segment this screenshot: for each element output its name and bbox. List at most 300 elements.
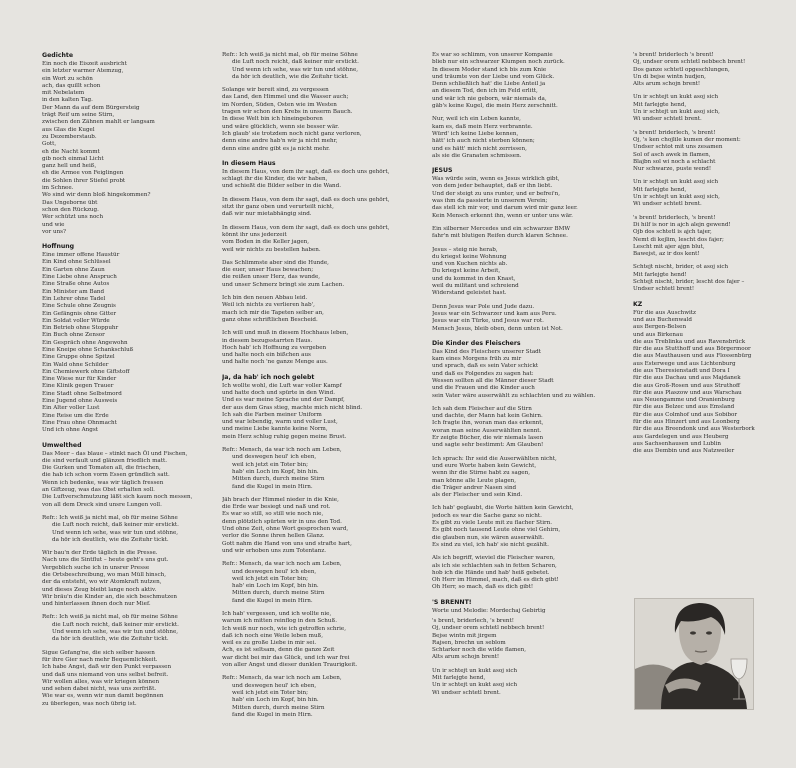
lyric-line: Eine Gruppe ohne Spitzel: [42, 354, 115, 361]
lyric-line: Nur, weil ich ein Leben kannte,: [432, 116, 521, 123]
lyric-line: und aus Birkenau: [633, 331, 683, 338]
song-section: [222, 160, 408, 367]
song-credits: Worte und Melodie: Mordechaj Gebirtig: [432, 607, 546, 614]
lyric-line: Eine Stadt ohne Selbstmord: [42, 390, 122, 397]
lyric-line: Wi undser schtetl brent.: [432, 689, 501, 696]
lyric-line: Ich wollte wohl, die Luft war voller Kampf: [222, 382, 342, 389]
lyric-line: mach ich mir die Tapeten selber an,: [222, 309, 324, 316]
lyric-line: Ein Betrieb ohne Stoppuhr: [42, 325, 119, 332]
song-section: [42, 52, 212, 236]
lyric-line: Wenn ich bedenke, was wir täglich fressen: [42, 479, 164, 486]
song-section: [432, 599, 618, 697]
lyric-line: Ich hab' geglaubt, die Worte hätten kein Gewicht,: [432, 505, 574, 512]
lyric-line: Ein noch die Eiszeit ausbricht: [42, 61, 127, 67]
song-section: [222, 374, 408, 719]
lyric-line: Ein Wald ohne Schilder: [42, 361, 109, 368]
lyric-line: mit Nebelatem: [42, 90, 85, 97]
song-title: KZ: [633, 300, 643, 308]
lyric-line: Was würde sein, wenn es Jesus wirklich gibt,: [432, 176, 560, 183]
lyric-line: denn eine andre hab'n wir ja nicht mehr,: [222, 138, 338, 145]
stanza: [222, 87, 408, 153]
lyric-line: Un ir schtejt un kukt asoj sich,: [633, 194, 720, 201]
lyric-line: die Sohlen ihrer Stiefel probt: [42, 177, 126, 184]
lyric-line: hob ich die Hände und hab' heiß gebetet.: [432, 569, 550, 576]
lyric-line: hab' ein Loch im Kopf, bin hin.: [232, 697, 319, 704]
stanza: [432, 555, 618, 591]
lyric-line: Wessen sollten all die Männer dieser Stadt: [432, 377, 554, 384]
lyric-line: da hör ich deutlich, wie die Zeituhr tickt.: [52, 636, 169, 643]
lyric-line: von dem jeder behauptet, daß er ihn liebt.: [432, 183, 553, 190]
lyric-line: Refr.: Mensch, da war ich noch am Leben,: [222, 675, 342, 682]
lyric-line: Wer schützt uns noch: [42, 214, 104, 221]
lyric-line: Wo sind wir denn bloß hingekommen?: [42, 192, 151, 199]
lyric-line: Refr.: Ich weiß ja nicht mal, ob für meine Söhne: [222, 52, 358, 58]
lyric-line: die Träger andrer Nasen sind: [432, 484, 517, 491]
lyric-line: Die Luftverschmutzung läßt sich kaum noch messen,: [42, 494, 193, 501]
stanza: [42, 515, 212, 544]
lyric-line: Refr.: Ich weiß ja nicht mal, ob für meine Söhne: [42, 614, 178, 621]
lyric-line: Eine Klinik gegen Trauer: [42, 383, 114, 390]
lyric-line: schon den Rückzug.: [42, 206, 99, 213]
lyric-line: für die aus Plaszow und aus Warschau: [633, 389, 742, 396]
lyric-line: Ich weiß nur noch, wie ich getroffen schrie,: [222, 625, 347, 632]
lyric-line: Ich glaub' sie trotzdem noch nicht ganz verloren,: [222, 130, 362, 137]
lyric-line: und wär ich nie geborn, wär niemals da,: [432, 95, 547, 102]
lyric-line: fand die Kugel in mein Hirn.: [232, 711, 313, 718]
lyric-line: Als ich begriff, wieviel die Fleischer waren,: [432, 555, 555, 562]
lyric-line: Sigue Gefang'ne, die sich selber hassen: [42, 649, 155, 656]
lyric-line: verlor die Sonne ihren hellen Glanz.: [222, 533, 325, 540]
lyric-line: Jäh brach der Himmel nieder in die Knie,: [222, 496, 339, 503]
lyric-line: Ein Lehrer ohne Tadel: [42, 295, 106, 302]
lyric-line: das stell ich mir vor, und darum wird mir ganz leer.: [432, 205, 578, 212]
lyric-line: Bawejst, az ir dos kent!: [633, 251, 700, 258]
lyric-line: ach, das quillt schon: [42, 82, 101, 89]
lyric-line: Es sind zu viel, ich hab' sie nicht gezählt.: [432, 541, 549, 548]
stanza: [42, 451, 212, 509]
lyric-line: für die aus Dachau und aus Majdanek: [633, 375, 741, 382]
lyric-line: wenn ihr die Stirne habt zu sagen,: [432, 470, 530, 477]
lyric-line: 's brent! briderlech, 's brent!: [633, 214, 716, 221]
song-title: Gedichte: [42, 52, 74, 59]
lyric-line: Wir bau'n der Erde täglich in die Presse.: [42, 550, 158, 557]
lyric-line: für ihre Gier nach mehr Bequemlichkeit.: [42, 656, 158, 663]
lyric-line: Hoch hab' ich Hoffnung zu vergeben: [222, 344, 327, 351]
lyric-line: und aus Buchenwald: [633, 316, 693, 323]
lyric-line: aus Neuengamme und Oranienburg: [633, 397, 735, 404]
lyric-line: Ich will und muß in diesem Hochhaus leben,: [222, 330, 349, 337]
lyric-line: gäb's keine Kugel, die mein Herz zerschnitt.: [432, 103, 558, 110]
lyric-line: für die aus Stutthoff und aus Börgermoor: [633, 346, 751, 353]
column-1: [42, 52, 212, 715]
stanza: [633, 179, 768, 208]
lyric-line: die aus Dembin und aus Natzweiler: [633, 448, 735, 455]
lyric-line: die aus Groß-Rosen und aus Struthoff: [633, 382, 741, 389]
lyric-line: In diesem Haus, von dem ihr sagt, daß es doch uns gehört,: [222, 168, 390, 175]
lyric-line: und wäre glücklich, wenn sie besser wär.: [222, 123, 339, 130]
lyric-line: eh die Armee von Feiglingen: [42, 170, 124, 177]
lyric-line: Un ir schtejt un kukt asoj sich: [633, 179, 719, 186]
lyric-line: weil ich jetzt ein Toter bin;: [232, 461, 309, 468]
song-section: [633, 52, 768, 294]
lyric-line: aus Bergen-Belsen: [633, 324, 687, 331]
lyric-line: schlagt ihr die Kinder, die wir haben,: [222, 176, 328, 183]
lyric-line: für die aus Hinzert und aus Leonberg: [633, 419, 740, 426]
lyric-line: 's brent! briderlech 's brent!: [633, 52, 714, 58]
lyric-line: vom Boden in die Keller jagen,: [222, 239, 310, 246]
lyric-line: Das Schlimmste aber sind die Hunde,: [222, 259, 329, 266]
lyric-line: und unser Schmerz bringt sie zum Lachen.: [222, 281, 345, 288]
lyric-line: an diesem Tod, den ich im Feld erlitt,: [432, 88, 538, 95]
lyric-line: Eine immer offene Haustür: [42, 252, 120, 259]
lyric-line: kam eines Morgens früh zu mir: [432, 356, 522, 363]
lyric-line: Ojb dos schtetl is ajch tajer,: [633, 229, 712, 236]
song-title: Umwelthed: [42, 441, 82, 449]
lyric-line: da hör ich deutlich, wie die Zeituhr tickt.: [52, 536, 169, 543]
lyric-line: könnt ihr uns jederzeit: [222, 231, 287, 238]
lyric-line: Für die aus Auschwitz: [633, 309, 697, 316]
lyric-line: weil wir nichts zu bestellen haben.: [222, 246, 321, 253]
lyric-line: Ein Buch ohne Zensor: [42, 332, 105, 339]
stanza: [633, 215, 768, 259]
lyric-line: und deswegen heul' ich eben,: [232, 568, 317, 575]
lyric-line: und dieses Zeug bleibt lange noch aktiv.: [42, 586, 157, 593]
stanza: [633, 264, 768, 293]
lyric-line: für die aus Belzec und aus Emsland: [633, 404, 735, 411]
lyric-line: Eine Wiese nur für Kinder: [42, 376, 117, 383]
lyric-line: Und es war meine Sprache und der Dampf,: [222, 397, 345, 404]
lyric-line: Un ir schtejt un kukt asoj sich: [432, 667, 518, 674]
lyric-line: die euer, unser Haus bewachen;: [222, 267, 314, 274]
lyric-line: Ich bin den neuen Abbau leid.: [222, 295, 308, 302]
lyric-line: Bejse wintn mit jirgem: [432, 632, 497, 639]
stanza: [222, 561, 408, 605]
stanza: [222, 497, 408, 555]
lyric-line: Rajsen, brechn un seblom: [432, 639, 506, 646]
lyric-line: Mit farlejgte hend!: [633, 271, 687, 278]
song-section: [42, 243, 212, 434]
song-section: [432, 167, 618, 333]
lyric-line: und schießt die Bilder selber in die Wand.: [222, 183, 342, 190]
song-title: Hoffnung: [42, 243, 75, 251]
stanza: [222, 330, 408, 366]
lyric-line: die Luft noch reicht, daß keiner mir erstickt.: [52, 522, 179, 529]
stanza: [432, 456, 618, 500]
lyric-line: Oh Herr im Himmel, mach, daß es dich gibt!: [432, 577, 559, 584]
lyric-line: Oj, undser orem schtetl nebbech brent!: [633, 59, 746, 66]
stanza: [42, 614, 212, 643]
lyric-line: eh die Nacht kommt: [42, 148, 100, 155]
stanza: [222, 447, 408, 491]
song-section: [432, 340, 618, 592]
lyric-line: Blajbn sol wi noch a schlacht: [633, 158, 716, 165]
lyric-line: im Norden, Süden, Osten wie im Westen: [222, 101, 337, 108]
lyric-line: ganz ohne schriftlichen Bescheid.: [222, 316, 318, 323]
lyric-line: warum ich mitten reinflog in den Schuß.: [222, 618, 338, 625]
lyric-line: Weil ich nichts zu verlieren hab',: [222, 302, 315, 309]
lyric-line: der aus dem Gras stieg, machte mich nicht blind.: [222, 404, 362, 411]
lyric-line: das Land, den Himmel und die Wasser auch;: [222, 94, 349, 101]
song-section: [432, 52, 618, 160]
lyric-line: jedoch es war die Sache ganz so nicht.: [432, 512, 542, 519]
lyric-line: im Schnee.: [42, 185, 74, 192]
lyric-line: Wie war es, wenn wir nun damit begönnen: [42, 693, 164, 700]
stanza: [222, 295, 408, 324]
lyric-line: sein Vater wäre auserwählt zu schlachten und zu wählen.: [432, 392, 596, 399]
lyric-line: Un di bejse wintn hudjen,: [633, 73, 706, 80]
stanza: [222, 169, 408, 191]
lyric-line: Es war so schlimm, von unserer Kompanie: [432, 52, 553, 58]
lyric-line: von all dem Dreck sind unsre Lungen voll.: [42, 501, 162, 508]
lyric-line: Widerstand geleistet hast.: [432, 290, 507, 297]
stanza: [633, 310, 768, 456]
lyric-line: Ach, es ist seltsam, denn die ganze Zeit: [222, 647, 335, 654]
lyric-line: woran man seine Auserwählten nennt.: [432, 427, 542, 434]
lyric-line: hätt' ich auch nicht sterben können;: [432, 138, 535, 145]
lyric-line: war dicht bei mir das Glück, und ich war frei: [222, 654, 350, 661]
stanza: [432, 304, 618, 333]
lyric-line: zu Dezemberstaub.: [42, 133, 97, 140]
lyric-line: In diesem Moder stand ich bis zum Knie: [432, 66, 547, 73]
lyric-line: Kein Mensch erkennt ihn, wenn er unter uns wär.: [432, 212, 573, 219]
lyric-line: Mitten durch, durch meine Stirn: [232, 476, 325, 483]
lyric-line: Alts arum schojn brent!: [432, 654, 500, 661]
lyric-line: die reißen unser Herz, das wunde,: [222, 274, 321, 281]
lyric-line: in den kalten Tag.: [42, 97, 93, 104]
lyric-line: aus Esterwege und aus Lichtenburg: [633, 360, 736, 367]
song-section: [42, 442, 212, 709]
lyric-line: Nemt di kejlim, lescht dos fajer;: [633, 236, 724, 243]
lyric-line: die aus Mauthausen und aus Flossenbürg: [633, 353, 752, 360]
lyric-line: Mit farlejgte hend,: [633, 101, 687, 108]
lyric-line: Dos ganze schtetl opgeschlungen,: [633, 66, 730, 73]
lyric-line: Und wenn ich sehe, was wir tun und stöhne,: [52, 629, 179, 636]
lyric-line: Gott nahm die Hand von uns und strafte hart,: [222, 540, 352, 547]
lyric-line: Ich sprach: Ihr seid die Auserwählten nicht,: [432, 455, 557, 462]
lyric-line: und dachte, der Mann hat kein Gehirn.: [432, 413, 543, 420]
lyric-line: Eine Schule ohne Zeugnis: [42, 303, 116, 310]
lyric-line: Eine Frau ohne Ohnmacht: [42, 419, 117, 426]
lyric-line: zwischen den Zähnen mahlt er langsam: [42, 119, 155, 126]
lyric-line: fand die Kugel in mein Hirn.: [232, 597, 313, 604]
lyric-line: Jesus – steig nie herab,: [432, 246, 498, 253]
lyric-line: und deswegen heul' ich eben,: [232, 682, 317, 689]
stanza: [222, 675, 408, 719]
lyric-line: vor uns?: [42, 228, 67, 235]
lyric-line: an Giftzeug, was das Obst erhalten soll.: [42, 487, 155, 494]
song-title: Ja, da hab' ich noch gelebt: [222, 373, 315, 381]
lyric-line: Mensch Jesus, bleib oben, denn unten ist Not.: [432, 325, 563, 332]
lyric-line: und daß es Folgendes zu sagen hat:: [432, 370, 534, 377]
lyric-line: blieb nur ein schwarzer Klumpen noch zurück.: [432, 59, 565, 66]
lyric-line: Lescht mit ajer ajgn blut,: [633, 243, 705, 250]
lyric-line: aus Glas die Kugel: [42, 126, 95, 133]
lyric-line: Undser schtetl brent!: [633, 286, 695, 293]
lyric-line: Der Mann da auf dem Bürgersteig: [42, 104, 140, 111]
lyric-line: was ihm da passierte in unserem Verein;: [432, 198, 548, 205]
lyric-line: weil du militant und schreiend: [432, 283, 519, 290]
stanza: [633, 130, 768, 174]
lyric-line: Un ir schtejt un kukt asoj sich: [633, 94, 719, 101]
lyric-line: daß ich noch eine Weile leben muß,: [222, 632, 324, 639]
lyric-line: und war lebendig, warm und voller Lust,: [222, 419, 338, 426]
lyric-line: hab' ein Loch im Kopf, bin hin.: [232, 468, 319, 475]
lyric-line: Eine Reise um die Erde: [42, 412, 109, 419]
lyric-line: Refr.: Ich weiß ja nicht mal, ob für meine Söhne: [42, 514, 178, 521]
lyric-line: Das Meer – das blaue – stinkt nach Öl und Fischen,: [42, 450, 188, 457]
lyric-line: In diesem Haus, von dem ihr sagt, daß es doch uns gehört,: [222, 224, 390, 231]
lyric-line: Mit farlejgte hend,: [432, 675, 486, 682]
lyric-line: Würd' ich keine Liebe kennen,: [432, 130, 519, 137]
stanza: [432, 668, 618, 697]
lyric-line: Er zeigte Bücher, die wir niemals lasen: [432, 435, 544, 442]
stanza: [432, 505, 618, 549]
song-title: In diesem Haus: [222, 159, 276, 167]
lyric-line: Und wenn ich sehe, was wir tun und stöhne,: [232, 66, 359, 73]
lyric-line: Di hilf is nor in ajch alejn gewend!: [633, 221, 731, 228]
lyric-line: mein Herz schlug ruhig gegen meine Brust.: [222, 433, 347, 440]
lyric-line: Oj, undser orem schtetl nebbech brent!: [432, 625, 545, 632]
lyric-line: Eine Jugend ohne Ausweis: [42, 398, 118, 405]
stanza: [42, 252, 212, 434]
lyric-line: Un ir schtejt un kukt asoj sich: [432, 682, 518, 689]
lyric-line: weil ich jetzt ein Toter bin;: [232, 575, 309, 582]
lyric-line: trägt Reif um seine Stirn,: [42, 112, 115, 119]
lyric-line: Das Kind des Fleischers unserer Stadt: [432, 348, 542, 355]
lyric-line: und wie: [42, 221, 65, 228]
lyric-line: Ein silberner Mercedes und ein schwarzer BMW: [432, 225, 571, 232]
column-4: [633, 52, 768, 463]
lyric-line: Es war so still, so still wie noch nie,: [222, 511, 324, 518]
lyric-line: Eine Liebe ohne Anspruch: [42, 274, 117, 281]
lyric-line: sitzt ihr ganz oben und verurteilt nicht,: [222, 204, 334, 211]
lyric-line: denn eine andre gibt es ja nicht mehr.: [222, 145, 330, 152]
lyric-line: Und der steigt zu uns runter, und er befrei'n,: [432, 190, 561, 197]
lyric-line: Oh Herr, so mach, daß es dich gibt!: [432, 584, 534, 591]
lyric-line: und hinterlassen ihnen doch nur Mief.: [42, 601, 151, 608]
stanza: [42, 550, 212, 608]
lyric-line: hab' ein Loch im Kopf, bin hin.: [232, 583, 319, 590]
lyric-line: Und ohne Zeit, ohne Wort gesprochen ward,: [222, 526, 349, 533]
lyric-line: Ich sah dem Fleischer auf die Stirn: [432, 405, 532, 412]
lyric-line: man könne alle Leute plagen,: [432, 477, 517, 484]
lyric-line: und daß uns niemand von uns selbst befreit.: [42, 671, 169, 678]
lyric-line: und sehen dabei nicht, was uns zerfrißt.: [42, 686, 157, 693]
stanza: [432, 618, 618, 662]
lyric-line: Du kriegst keine Arbeit,: [432, 268, 501, 275]
stanza: [222, 225, 408, 254]
lyric-line: In diese Welt bin ich hineingeboren: [222, 116, 323, 123]
lyric-line: ganz hell und heiß,: [42, 163, 97, 170]
lyric-line: Und wenn ich sehe, was wir tun und stöhne,: [52, 529, 179, 536]
stanza: [432, 176, 618, 220]
lyric-line: Ein Soldat voller Würde: [42, 317, 110, 324]
lyric-line: In diesem Haus, von dem ihr sagt, daß es doch uns gehört,: [222, 196, 390, 203]
stanza: [222, 611, 408, 669]
lyric-line: Wi undser schtetl brent.: [633, 201, 702, 208]
lyric-line: Refr.: Mensch, da war ich noch am Leben,: [222, 447, 342, 454]
lyric-line: und halte noch 'ne ganze Menge aus.: [222, 359, 328, 366]
stanza: [633, 52, 768, 88]
lyric-line: Wi undser schtetl brent.: [633, 116, 702, 123]
lyric-line: fahr'n mit blutigen Reifen durch klaren Schnee.: [432, 233, 568, 240]
lyric-line: für die aus Breendonk und aus Westerbork: [633, 426, 755, 433]
lyric-line: die Erde war besiegt und naß und rot.: [222, 504, 331, 511]
lyric-line: ein Wort zu schön: [42, 75, 93, 82]
song-title: JESUS: [432, 167, 453, 175]
song-section: [633, 301, 768, 456]
lyric-line: 's brent, briderlech, 's brent!: [432, 618, 515, 624]
lyric-line: in diesem bezugsstarrten Haus.: [222, 337, 313, 344]
stanza: [222, 52, 408, 81]
lyric-line: aus Gardelegen und aus Heuberg: [633, 433, 729, 440]
lyric-line: und träumte von der Liebe und vom Glück.: [432, 73, 555, 80]
lyric-line: du kriegst keine Wohnung: [432, 253, 507, 260]
lyric-line: Mitten durch, durch meine Stirn: [232, 590, 325, 597]
lyric-line: Ein Gespräch ohne Angewohn: [42, 339, 128, 346]
lyric-line: Ein Kind ohne Schlüssel: [42, 259, 111, 266]
lyric-line: fand die Kugel in mein Hirn.: [232, 483, 313, 490]
lyric-line: Es gibt zu viele Leute mit zu flacher Stirn.: [432, 520, 553, 527]
lyric-line: als der Fleischer und sein Kind.: [432, 492, 523, 499]
lyric-line: denn plötzlich spürten wir in uns den Tod.: [222, 518, 342, 525]
lyric-line: und die Frauen und die Kinder auch: [432, 385, 535, 392]
lyric-line: Alts arum schojn brent!: [633, 81, 701, 88]
lyric-line: Und ich ohne Angst: [42, 427, 98, 434]
column-2: [222, 52, 408, 726]
stanza: [432, 247, 618, 298]
lyric-line: 's brent! briderlech, 's brent!: [633, 129, 716, 136]
lyric-line: kam es, daß mein Herz verbrannte.: [432, 123, 533, 130]
song-title: Die Kinder des Fleischers: [432, 339, 521, 347]
lyric-line: Wir bräu'n die Kinder an, die sich beschmutzen: [42, 593, 178, 600]
lyric-line: und du kommst in den Knast,: [432, 275, 516, 282]
lyric-line: und eure Worte haben kein Gewicht,: [432, 462, 537, 469]
lyric-line: Es gibt noch tausend Leute ohne viel Gehirn,: [432, 527, 561, 534]
lyric-line: tragen wir schon den Krebs in unserm Bauch.: [222, 109, 353, 116]
stanza: [432, 349, 618, 400]
lyric-line: Die Gurken und Tomaten all, die frischen,: [42, 465, 161, 472]
lyric-line: Eine Straße ohne Autos: [42, 281, 110, 288]
stanza: [42, 650, 212, 708]
lyric-line: und sagte sehr bestimmt: Am Glauben!: [432, 442, 544, 449]
lyric-line: Eine Kneipe ohne Schankschluß: [42, 346, 134, 353]
lyric-line: Ich fragte ihn, woran man das erkennt,: [432, 420, 544, 427]
lyric-line: Nach uns die Sintflut – heute geht's uns gut.: [42, 557, 169, 564]
stanza: [432, 52, 618, 110]
stanza: [432, 226, 618, 241]
lyric-line: Oj, 's ken chojlile kumen der moment:: [633, 136, 741, 143]
stanza: [42, 61, 212, 236]
lyric-line: Schtarker noch die wilde flamen,: [432, 647, 527, 654]
lyric-line: der da entsteht, wo wir Atomkraft nutzen,: [42, 579, 162, 586]
singer-portrait-photo: [634, 598, 754, 710]
lyric-line: und deswegen heul' ich eben,: [232, 454, 317, 461]
lyric-line: Solange wir bereit sind, zu vergessen: [222, 87, 329, 94]
lyric-line: von aller Angst und dieser dunklen Traurigkeit.: [222, 662, 358, 669]
lyric-line: und meine Liebe kannte keine Norm,: [222, 426, 328, 433]
lyric-line: die Luft noch reicht, daß keiner mir erstickt.: [232, 59, 359, 66]
lyric-line: die glauben nun, sie wären auserwählt.: [432, 534, 544, 541]
lyric-line: die Luft noch reicht, daß keiner mir erstickt.: [52, 621, 179, 628]
lyric-line: weil ich jetzt ein Toter bin;: [232, 689, 309, 696]
lyric-line: Denn Jesus war Pole und Jude dazu.: [432, 303, 535, 310]
lyric-line: zu überlegen, was noch übrig ist.: [42, 700, 137, 707]
lyric-line: Sol of asch awek in flamen,: [633, 151, 711, 158]
lyric-line: für die aus Colmhof und aus Sobibor: [633, 411, 738, 418]
lyric-line: als ich sie schlachten sah in fetten Scharen,: [432, 562, 557, 569]
lyric-line: da hör ich deutlich, wie die Zeituhr tickt.: [232, 73, 349, 80]
